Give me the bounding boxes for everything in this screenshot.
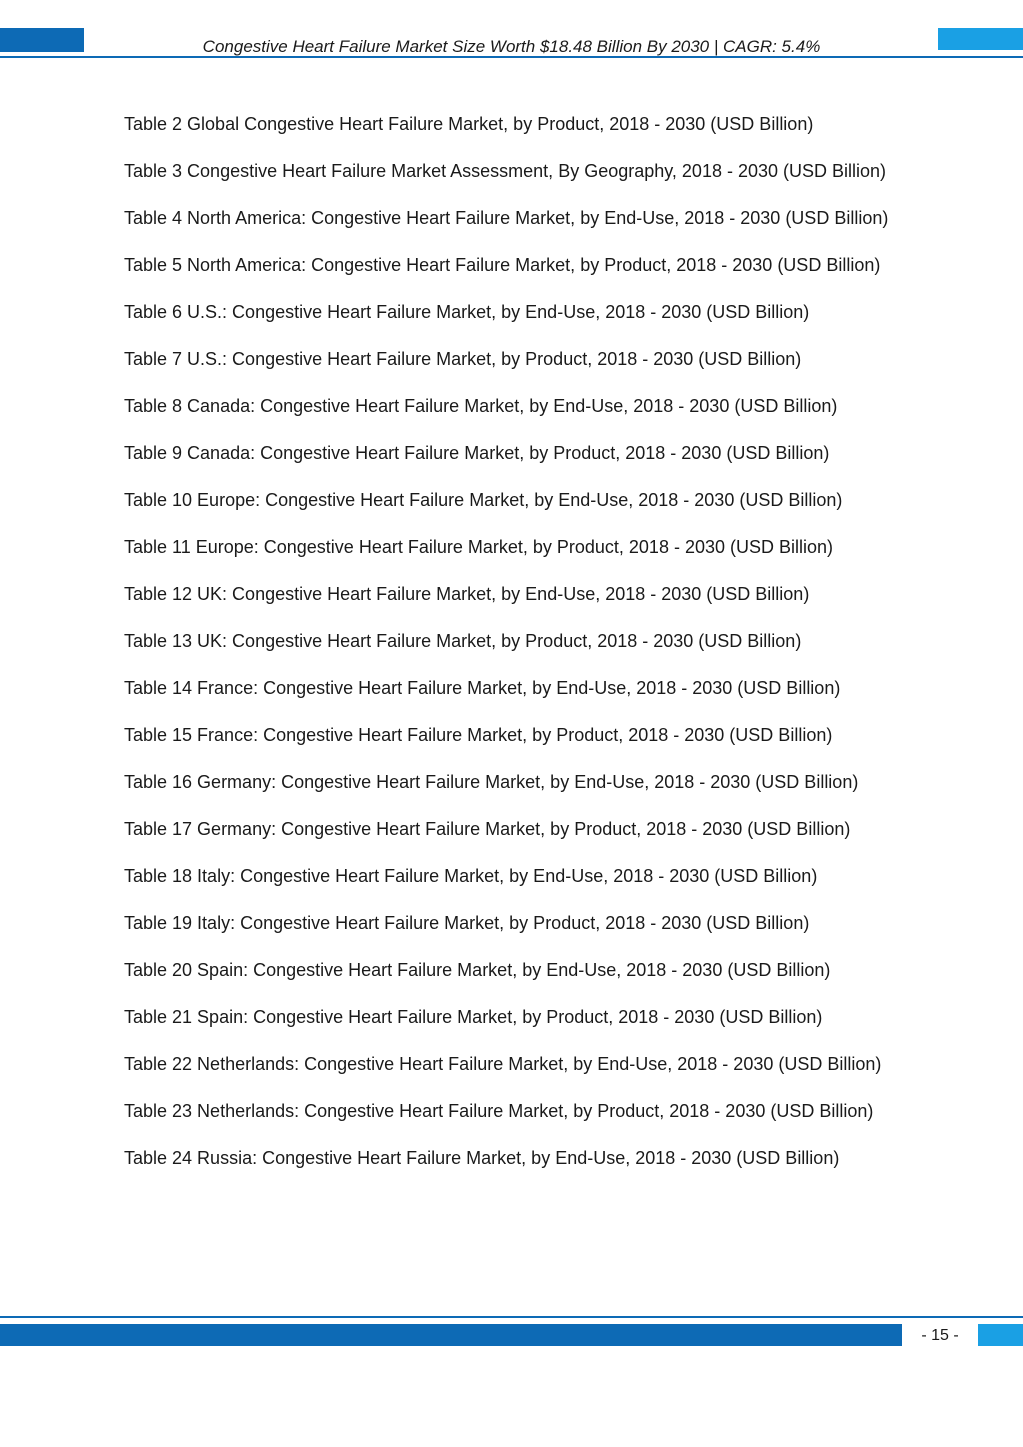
list-item: Table 13 UK: Congestive Heart Failure Market, by Product, 2018 - 2030 (USD Billion) <box>124 631 802 651</box>
list-item: Table 16 Germany: Congestive Heart Failure Market, by End-Use, 2018 - 2030 (USD Billion) <box>124 772 859 792</box>
list-item: Table 5 North America: Congestive Heart Failure Market, by Product, 2018 - 2030 (USD Billion) <box>124 255 881 275</box>
list-item: Table 21 Spain: Congestive Heart Failure Market, by Product, 2018 - 2030 (USD Billion) <box>124 1007 823 1027</box>
list-item: Table 2 Global Congestive Heart Failure Market, by Product, 2018 - 2030 (USD Billion) <box>124 114 814 134</box>
list-item: Table 4 North America: Congestive Heart Failure Market, by End-Use, 2018 - 2030 (USD Billion) <box>124 208 889 228</box>
list-item: Table 23 Netherlands: Congestive Heart Failure Market, by Product, 2018 - 2030 (USD Billion) <box>124 1101 874 1121</box>
page-number: - 15 - <box>921 1327 959 1344</box>
header-rule <box>0 56 1023 58</box>
list-item: Table 14 France: Congestive Heart Failure Market, by End-Use, 2018 - 2030 (USD Billion) <box>124 678 841 698</box>
header-right-accent-bar <box>938 28 1023 50</box>
list-item: Table 19 Italy: Congestive Heart Failure Market, by Product, 2018 - 2030 (USD Billion) <box>124 913 810 933</box>
list-item: Table 11 Europe: Congestive Heart Failure Market, by Product, 2018 - 2030 (USD Billion) <box>124 537 834 557</box>
list-item: Table 17 Germany: Congestive Heart Failure Market, by Product, 2018 - 2030 (USD Billion) <box>124 819 851 839</box>
list-item: Table 18 Italy: Congestive Heart Failure Market, by End-Use, 2018 - 2030 (USD Billion) <box>124 866 818 886</box>
list-item: Table 9 Canada: Congestive Heart Failure Market, by Product, 2018 - 2030 (USD Billion) <box>124 443 830 463</box>
list-item: Table 8 Canada: Congestive Heart Failure Market, by End-Use, 2018 - 2030 (USD Billion) <box>124 396 838 416</box>
header-title: Congestive Heart Failure Market Size Worth $18.48 Billion By 2030 | CAGR: 5.4% <box>202 37 821 56</box>
footer-accent-bar <box>0 1324 902 1346</box>
list-item: Table 10 Europe: Congestive Heart Failure Market, by End-Use, 2018 - 2030 (USD Billion) <box>124 490 843 510</box>
list-item: Table 7 U.S.: Congestive Heart Failure Market, by Product, 2018 - 2030 (USD Billion) <box>124 349 802 369</box>
list-item: Table 12 UK: Congestive Heart Failure Market, by End-Use, 2018 - 2030 (USD Billion) <box>124 584 810 604</box>
list-item: Table 3 Congestive Heart Failure Market Assessment, By Geography, 2018 - 2030 (USD Billion) <box>124 161 887 181</box>
list-item: Table 6 U.S.: Congestive Heart Failure Market, by End-Use, 2018 - 2030 (USD Billion) <box>124 302 810 322</box>
footer-right-accent-bar <box>978 1324 1023 1346</box>
list-item: Table 15 France: Congestive Heart Failure Market, by Product, 2018 - 2030 (USD Billion) <box>124 725 833 745</box>
list-item: Table 22 Netherlands: Congestive Heart Failure Market, by End-Use, 2018 - 2030 (USD Billion) <box>124 1054 882 1074</box>
footer-rule <box>0 1316 1023 1318</box>
list-item: Table 24 Russia: Congestive Heart Failure Market, by End-Use, 2018 - 2030 (USD Billion) <box>124 1148 840 1168</box>
list-of-tables <box>124 113 934 1194</box>
list-item: Table 20 Spain: Congestive Heart Failure Market, by End-Use, 2018 - 2030 (USD Billion) <box>124 960 831 980</box>
